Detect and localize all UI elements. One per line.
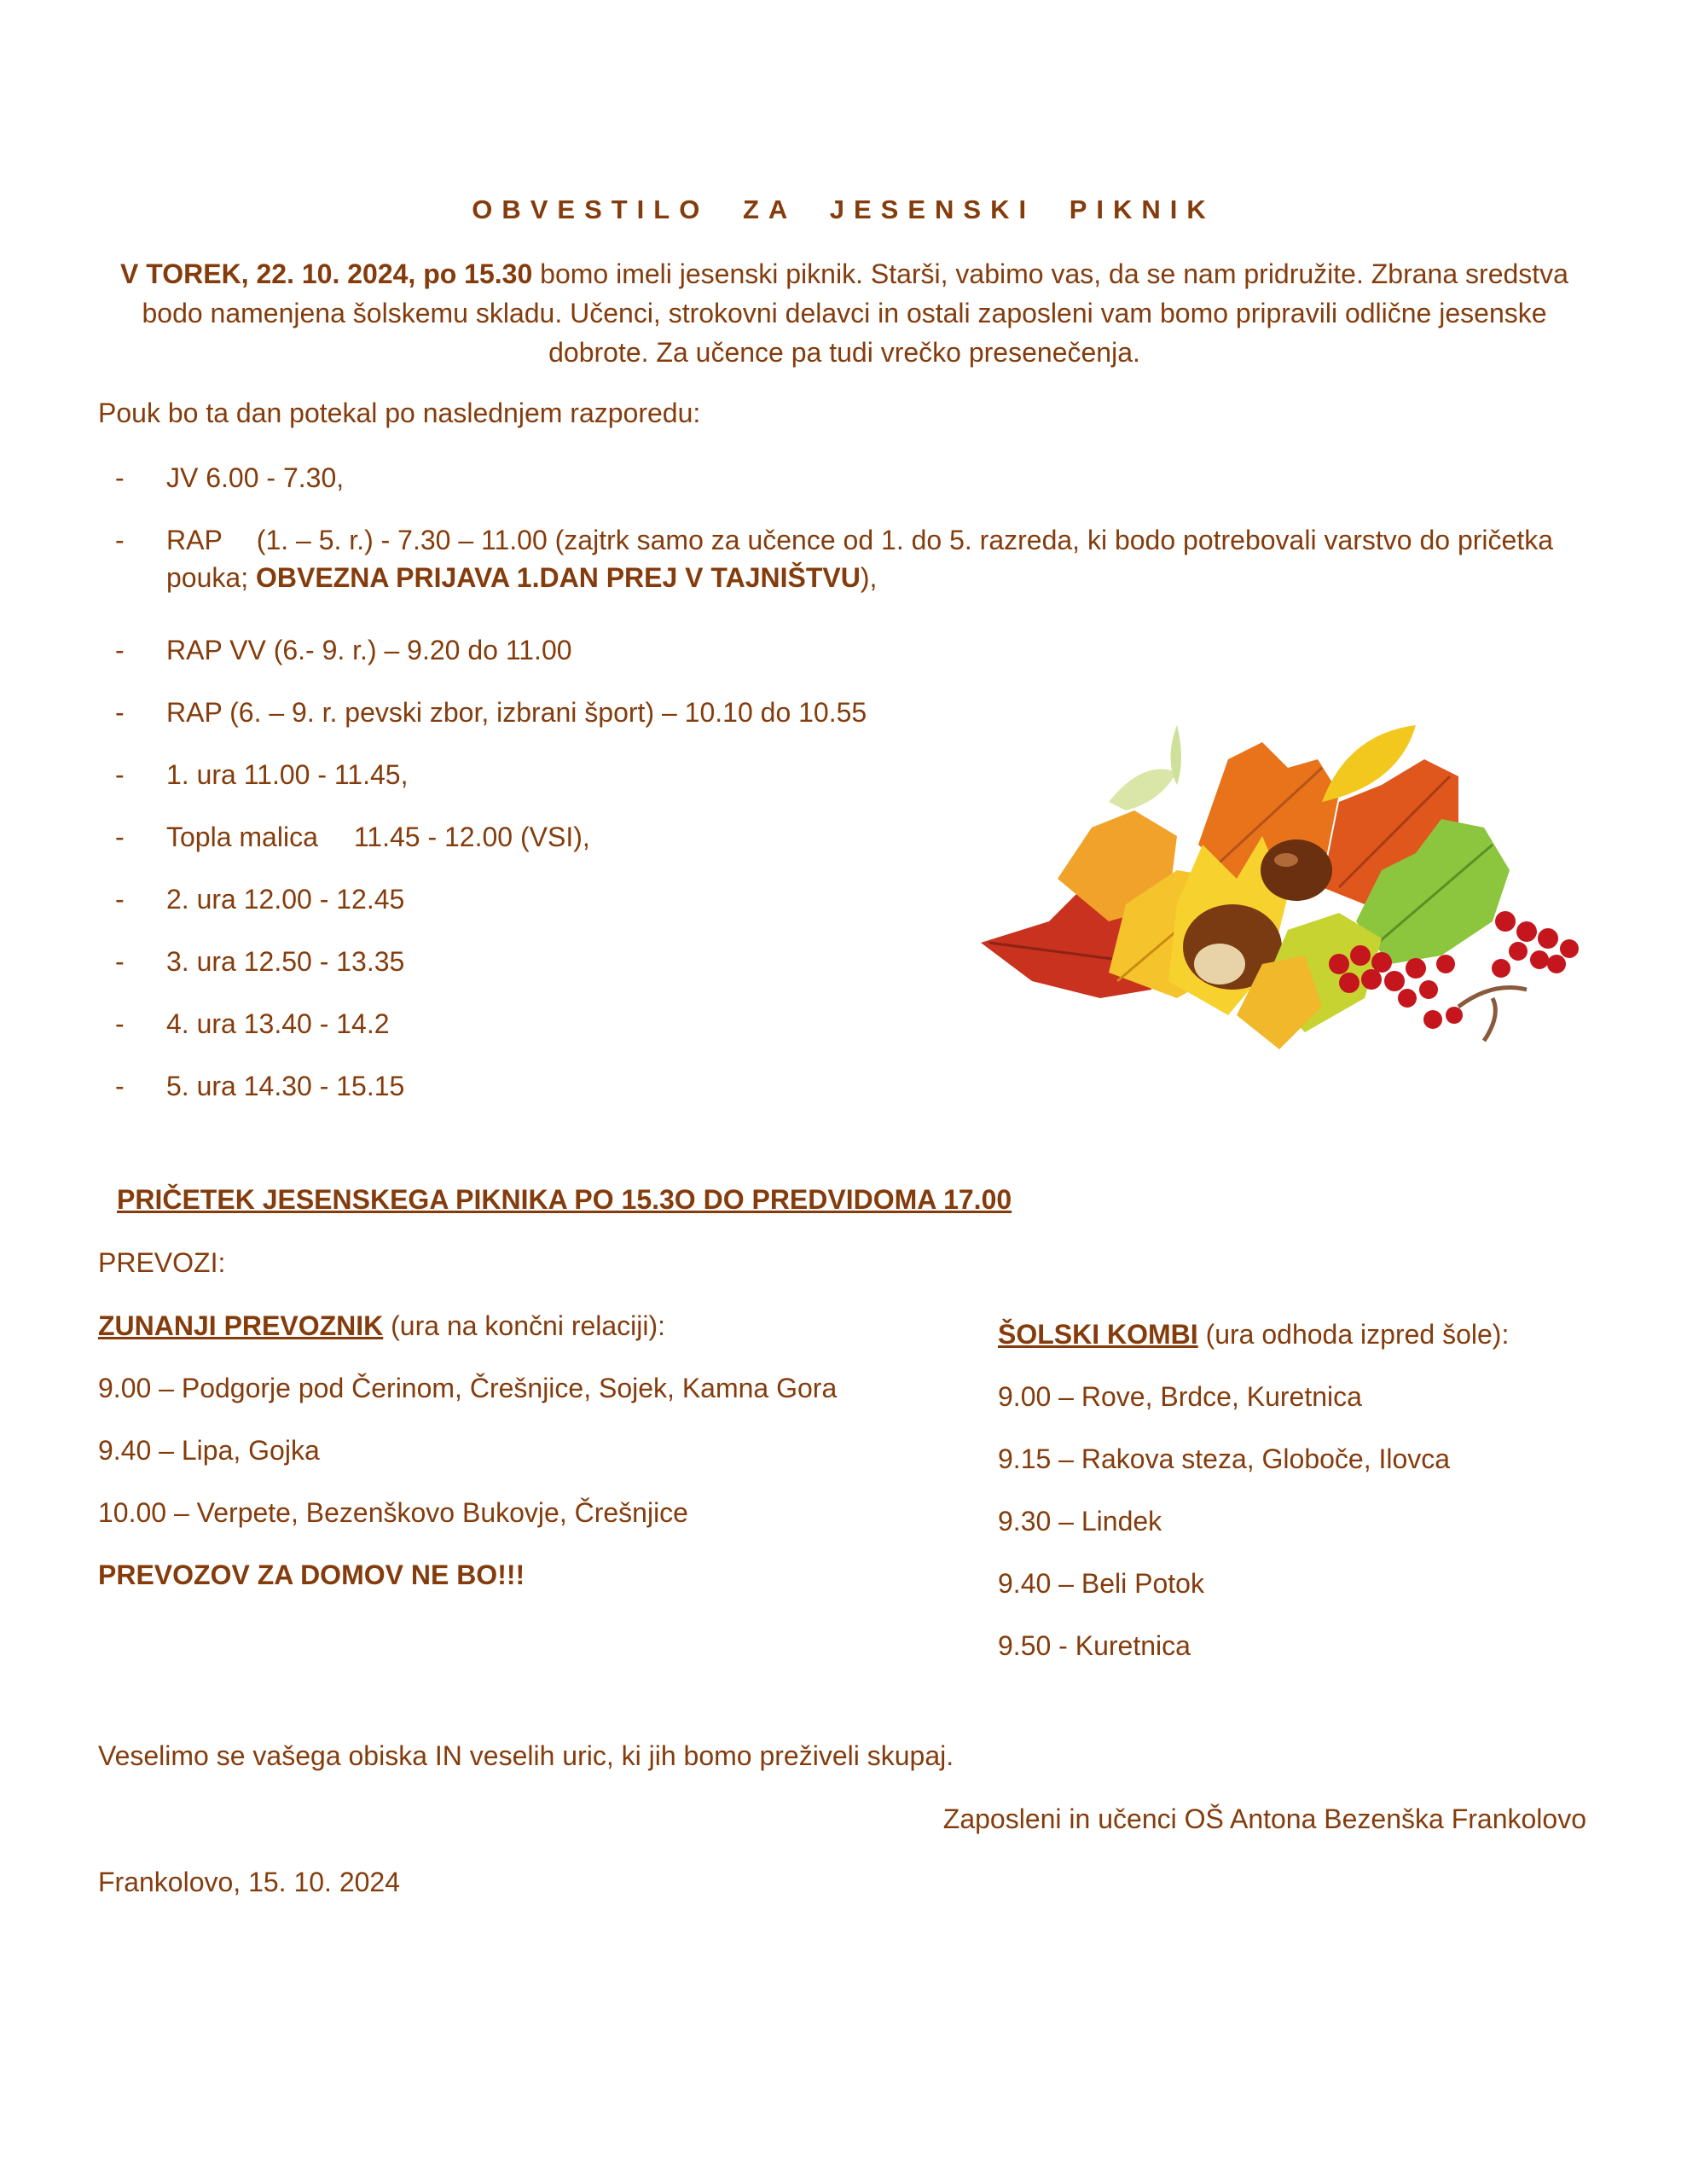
schedule-item-rap-choir: RAP (6. – 9. r. pevski zbor, izbrani šport) – 10.10 do 10.55 bbox=[166, 697, 867, 728]
external-transport-heading-row bbox=[98, 1307, 917, 1345]
list-item: 9.50 - Kuretnica bbox=[998, 1630, 1191, 1661]
intro-paragraph bbox=[98, 254, 1591, 372]
external-transport-column bbox=[98, 1307, 917, 1618]
page-title: OBVESTILO ZA JESENSKI PIKNIK bbox=[472, 195, 1215, 224]
schedule-item-lunch-label: Topla malica bbox=[166, 822, 318, 852]
schedule-item-rap-notice: OBVEZNA PRIJAVA 1.DAN PREJ V TAJNIŠTVU bbox=[255, 562, 861, 593]
place-date: Frankolovo, 15. 10. 2024 bbox=[98, 1867, 401, 1897]
closing-line: Veselimo se vašega obiska IN veselih uric, ki jih bomo preživeli skupaj. bbox=[98, 1740, 954, 1771]
schedule-item-rap-vv: RAP VV (6.- 9. r.) – 9.20 do 11.00 bbox=[166, 635, 572, 665]
external-transport-note: (ura na končni relaciji): bbox=[383, 1310, 666, 1341]
intro-date-bold: V TOREK, 22. 10. 2024, po 15.30 bbox=[120, 258, 533, 289]
schedule-item-2: 2. ura 12.00 - 12.45 bbox=[166, 884, 405, 915]
schedule-item-1: 1. ura 11.00 - 11.45, bbox=[166, 759, 409, 790]
list-item bbox=[115, 521, 1599, 596]
schedule-item-3: 3. ura 12.50 - 13.35 bbox=[166, 946, 405, 977]
no-return-transport-notice: PREVOZOV ZA DOMOV NE BO!!! bbox=[98, 1560, 525, 1590]
list-item: 10.00 – Verpete, Bezenškovo Bukovje, Črešnjice bbox=[98, 1497, 688, 1528]
school-van-heading: ŠOLSKI KOMBI bbox=[998, 1319, 1198, 1350]
list-bullet: - bbox=[115, 1008, 125, 1039]
list-bullet: - bbox=[115, 822, 125, 852]
school-van-note: (ura odhoda izpred šole): bbox=[1197, 1319, 1510, 1350]
list-bullet: - bbox=[115, 759, 125, 790]
external-transport-heading: ZUNANJI PREVOZNIK bbox=[98, 1310, 384, 1341]
list-bullet: - bbox=[115, 525, 125, 555]
intro-text: bomo imeli jesenski piknik. Starši, vabimo vas, da se nam pridružite. Zbrana sredstva bodo namenjena šolskemu skladu. Učenci, strokovni delavci in ostali zaposleni vam bomo pripravili odlične jesenske dobrote. Za učence pa tudi vrečko presenečenja. bbox=[142, 258, 1568, 368]
list-item: 9.15 – Rakova steza, Globoče, Ilovca bbox=[998, 1443, 1451, 1474]
school-van-column bbox=[998, 1316, 1595, 1689]
schedule-item-lunch-time: 11.45 - 12.00 (VSI), bbox=[353, 822, 590, 852]
autumn-leaves-illustration bbox=[981, 708, 1612, 1083]
list-item: 9.30 – Lindek bbox=[998, 1506, 1162, 1536]
schedule-item-5: 5. ura 14.30 - 15.15 bbox=[166, 1071, 405, 1101]
picnic-start-heading: PRIČETEK JESENSKEGA PIKNIKA PO 15.3O DO PREDVIDOMA 17.00 bbox=[117, 1184, 1012, 1215]
schedule-item-rap-label: RAP bbox=[166, 525, 223, 555]
transport-label: PREVOZI: bbox=[98, 1247, 226, 1278]
list-bullet: - bbox=[115, 697, 125, 728]
list-item: 9.00 – Rove, Brdce, Kuretnica bbox=[998, 1381, 1362, 1412]
list-bullet: - bbox=[115, 1071, 125, 1101]
schedule-item-rap-end: ), bbox=[860, 562, 878, 593]
school-van-heading-row bbox=[998, 1316, 1595, 1353]
list-bullet: - bbox=[115, 884, 125, 915]
signature: Zaposleni in učenci OŠ Antona Bezenška Frankolovo bbox=[942, 1804, 1586, 1834]
schedule-lead: Pouk bo ta dan potekal po naslednjem razporedu: bbox=[98, 398, 701, 428]
list-bullet: - bbox=[115, 462, 125, 493]
schedule-item-jv: JV 6.00 - 7.30, bbox=[166, 462, 345, 493]
schedule-item-rap-text: (1. – 5. r.) - 7.30 – 11.00 (zajtrk samo za učence od 1. do 5. razreda, ki bodo potrebovali varstvo do pričetka pouka; bbox=[166, 525, 1554, 593]
schedule-item-4: 4. ura 13.40 - 14.2 bbox=[166, 1008, 390, 1039]
list-item: 9.00 – Podgorje pod Čerinom, Črešnjice, Sojek, Kamna Gora bbox=[98, 1373, 838, 1403]
list-item bbox=[115, 631, 1599, 669]
list-bullet: - bbox=[115, 946, 125, 977]
list-item: 9.40 – Lipa, Gojka bbox=[98, 1435, 320, 1466]
list-item: 9.40 – Beli Potok bbox=[998, 1568, 1204, 1599]
maple-seed-icon bbox=[1109, 770, 1177, 810]
list-item bbox=[115, 459, 1599, 497]
list-bullet: - bbox=[115, 635, 125, 665]
